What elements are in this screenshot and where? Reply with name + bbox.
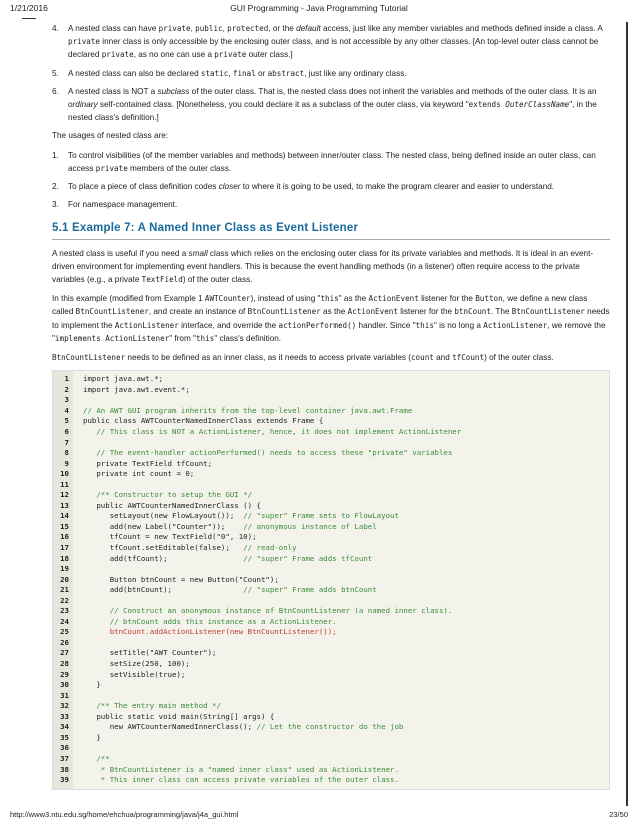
- code-line: /**: [83, 753, 110, 763]
- line-number: 5: [64, 416, 69, 426]
- list-item-text: To control visibilities (of the member variables and methods) between inner/outer class. The nested class, being defined inside an outer class, can access private members of the outer class.: [68, 150, 596, 173]
- list-item-text: For namespace management.: [68, 200, 178, 210]
- list-item-text: A nested class is NOT a subclass of the outer class. That is, the nested class does not inherit the variables and methods of the outer class. It is an ordinary self-contained class. [Nonetheless, you could declare it as a subclass of the outer class, via keyword "extends OuterClassName", in the nested class's definition.]: [68, 86, 597, 123]
- line-number: 19: [60, 564, 69, 574]
- code-line: tfCount = new TextField("0", 10);: [83, 532, 257, 542]
- line-number-gutter: [53, 371, 73, 788]
- paragraph: In this example (modified from Example 1 AWTCounter), instead of using "this" as the ActionEvent listener for the Button, we define a new class called BtnCountListener, and create an instance of BtnCountListener as the ActionEvent listener for the btnCount. The BtnCountListener needs to implement the ActionListener interface, and override the actionPerformed() handler. Since "this" is no long a ActionListener, we remove the "implements ActionListener" from "this" class's definition.: [52, 294, 610, 343]
- code-line: add(btnCount); // "super" Frame adds btnCount: [83, 585, 377, 595]
- list-item-number: 1.: [52, 150, 59, 160]
- code-line: new AWTCounterNamedInnerClass(); // Let the constructor do the job: [83, 722, 404, 732]
- list-item-number: 4.: [52, 24, 59, 33]
- line-number: 29: [60, 669, 69, 679]
- code-line: add(tfCount); // "super" Frame adds tfCount: [83, 553, 373, 563]
- line-number: 39: [60, 775, 69, 785]
- line-number: 27: [60, 648, 69, 658]
- code-line: add(new Label("Counter")); // anonymous instance of Label: [83, 521, 377, 531]
- line-number: 12: [60, 490, 69, 500]
- line-number: 32: [60, 701, 69, 711]
- code-line: }: [83, 732, 101, 742]
- line-number: 36: [60, 743, 69, 753]
- list-item: [52, 22, 610, 62]
- code-line: private TextField tfCount;: [83, 458, 213, 468]
- line-number: 8: [64, 448, 69, 458]
- code-line: public class AWTCounterNamedInnerClass extends Frame {: [83, 416, 324, 426]
- line-number: 24: [60, 616, 69, 626]
- paragraph: BtnCountListener needs to be defined as an inner class, as it needs to access private variables (count and tfCount) of the outer class.: [52, 353, 554, 363]
- line-number: 21: [60, 585, 69, 595]
- line-number: 28: [60, 659, 69, 669]
- usages-intro: The usages of nested class are:: [52, 131, 169, 141]
- code-line: setLayout(new FlowLayout()); // "super" Frame sets to FlowLayout: [83, 511, 399, 521]
- line-number: 25: [60, 627, 69, 637]
- line-number: 38: [60, 764, 69, 774]
- line-number: 17: [60, 543, 69, 553]
- list-item-text: To place a piece of class definition codes closer to where it is going to be used, to make the program clearer and easier to understand.: [68, 182, 555, 192]
- code-line: private int count = 0;: [83, 469, 195, 479]
- footer-url[interactable]: http://www3.ntu.edu.sg/home/ehchua/programming/java/j4a_gui.html: [10, 810, 239, 819]
- line-number: 20: [60, 574, 69, 584]
- code-line: // The event-handler actionPerformed() needs to access these "private" variables: [83, 448, 453, 458]
- print-date: 1/21/2016: [10, 3, 48, 13]
- line-number: 33: [60, 711, 69, 721]
- page-header: [10, 3, 628, 17]
- list-item: [52, 85, 610, 125]
- code-line: import java.awt.event.*;: [83, 384, 190, 394]
- page-footer: [10, 810, 628, 822]
- code-line: import java.awt.*;: [83, 374, 164, 384]
- code-line: btnCount.addActionListener(new BtnCountListener());: [83, 627, 337, 637]
- line-number: 37: [60, 753, 69, 763]
- line-number: 14: [60, 511, 69, 521]
- list-item-text: A nested class can have private, public, protected, or the default access, just like any member variables and methods defined inside a class. A private inner class is only accessible by the enclosing outer class, and is not accessible by any other classes. [An top-level outer class cannot be declared private, as no one can use a private outer class.]: [68, 24, 603, 60]
- line-number: 31: [60, 690, 69, 700]
- code-line: // This class is NOT a ActionListener, hence, it does not implement ActionListener: [83, 427, 462, 436]
- code-line: [83, 638, 609, 649]
- line-number: 4: [64, 405, 69, 415]
- line-number: 16: [60, 532, 69, 542]
- code-line: public static void main(String[] args) {: [83, 711, 275, 721]
- code-line: [83, 480, 609, 491]
- list-item-number: 2.: [52, 182, 59, 192]
- code-line: setSize(250, 100);: [83, 659, 190, 669]
- line-number: 3: [64, 395, 69, 405]
- code-line: }: [83, 680, 101, 690]
- section-heading: 5.1 Example 7: A Named Inner Class as Event Listener: [52, 222, 610, 239]
- code-line: [83, 438, 609, 449]
- code-line: setTitle("AWT Counter");: [83, 648, 217, 658]
- code-body: [73, 371, 609, 788]
- line-number: 34: [60, 722, 69, 732]
- code-line: // Construct an anonymous instance of BtnCountListener (a named inner class).: [83, 606, 453, 616]
- code-line: [83, 691, 609, 702]
- list-item-text: A nested class can also be declared static, final or abstract, just like any ordinary class.: [68, 68, 407, 78]
- page-title: GUI Programming - Java Programming Tutorial: [230, 3, 408, 13]
- line-number: 1: [64, 374, 69, 384]
- code-listing: [52, 370, 610, 789]
- list-item: [52, 198, 610, 211]
- line-number: 30: [60, 680, 69, 690]
- line-number: 7: [64, 437, 69, 447]
- main-content: [52, 22, 610, 790]
- list-item: [52, 180, 610, 193]
- left-margin-mark: [22, 18, 36, 22]
- code-line: * BtnCountListener is a "named inner class" used as ActionListener.: [83, 764, 399, 774]
- code-line: tfCount.setEditable(false); // read-only: [83, 543, 297, 553]
- code-line: [83, 564, 609, 575]
- list-item: [52, 67, 610, 80]
- line-number: 10: [60, 469, 69, 479]
- page-number: 23/50: [609, 810, 628, 819]
- code-line: /** Constructor to setup the GUI */: [83, 490, 253, 500]
- paragraph: A nested class is useful if you need a small class which relies on the enclosing outer class for its private variables and methods. It is ideal in an event-driven environment for implementing event handlers. This is because the event handling methods (in a listener) often require access to the private variables (e.g., a private TextField) of the outer class.: [52, 248, 594, 285]
- line-number: 35: [60, 732, 69, 742]
- code-line: * This inner class can access private variables of the outer class.: [83, 775, 399, 785]
- right-margin-bar: [626, 22, 628, 806]
- code-line: // btnCount adds this instance as a ActionListener.: [83, 616, 337, 626]
- line-number: 6: [64, 427, 69, 436]
- line-number: 15: [60, 521, 69, 531]
- code-line: public AWTCounterNamedInnerClass () {: [83, 500, 261, 510]
- code-line: setVisible(true);: [83, 669, 186, 679]
- code-line: [83, 596, 609, 607]
- code-line: // An AWT GUI program inherits from the top-level container java.awt.Frame: [83, 405, 413, 415]
- line-number: 2: [64, 384, 69, 394]
- line-number: 9: [64, 458, 69, 468]
- code-line: [83, 395, 609, 406]
- line-number: 13: [60, 500, 69, 510]
- nested-class-properties-list: [52, 22, 610, 124]
- list-item-number: 3.: [52, 200, 59, 210]
- nested-class-usages-list: [52, 149, 610, 212]
- line-number: 11: [60, 479, 69, 489]
- code-line: /** The entry main method */: [83, 701, 221, 711]
- section-paragraphs: [52, 247, 610, 365]
- list-item: [52, 149, 610, 175]
- line-number: 26: [60, 637, 69, 647]
- list-item-number: 6.: [52, 86, 59, 96]
- line-number: 18: [60, 553, 69, 563]
- line-number: 23: [60, 606, 69, 616]
- list-item-number: 5.: [52, 68, 59, 78]
- code-line: [83, 743, 609, 754]
- line-number: 22: [60, 595, 69, 605]
- code-line: Button btnCount = new Button("Count");: [83, 574, 279, 584]
